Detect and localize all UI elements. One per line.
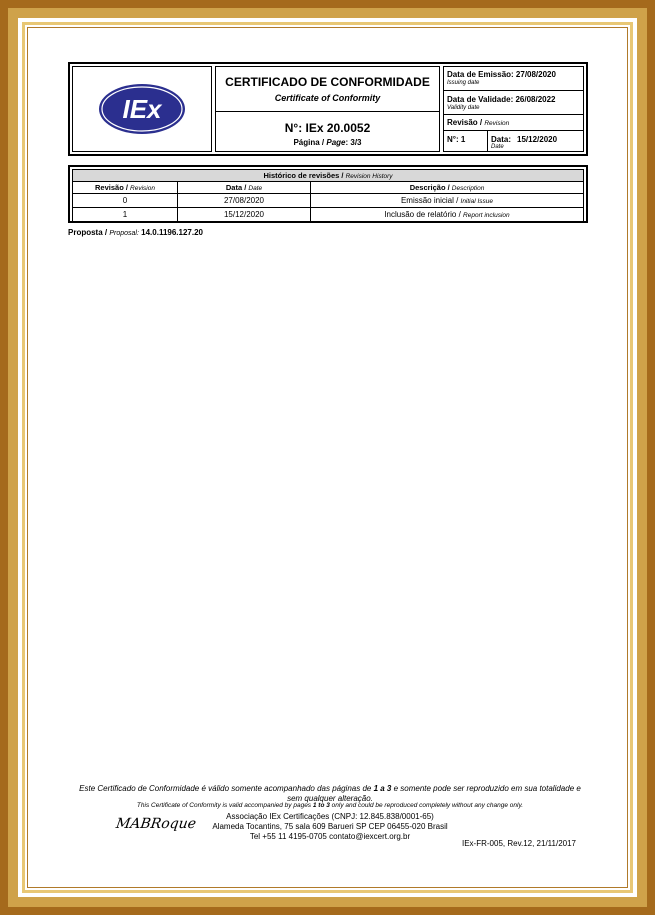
validity-note-en: This Certificate of Conformity is valid accompanied by pages 1 to 3 only and could be reproduced completely without any change only. [136,802,524,809]
revision-row [444,115,583,131]
validity-date-sub: Validity date [447,105,480,111]
history-caption: Histórico de revisões / Revision History [73,170,584,182]
issuer-contact: Tel +55 11 4195-0705 contato@iexcert.org.br [249,832,411,841]
title-divider [216,111,439,112]
revision-detail-row [444,131,583,151]
issue-date: Data de Emissão: 27/08/2020 [447,70,556,79]
certificate-title: CERTIFICADO DE CONFORMIDADE [225,75,430,89]
row-description: Inclusão de relatório / Report inclusion [311,208,584,222]
revision-number: N°: 1 [447,135,466,144]
proposal-line: Proposta / Proposal: 14.0.1196.127.20 [68,228,203,237]
revision-date: 15/12/2020 [517,135,558,144]
col-description: Descrição / Description [311,182,584,194]
revision-split [487,131,488,151]
row-date: 27/08/2020 [178,194,311,208]
dates-cell [443,66,584,152]
issuer-address [150,812,510,842]
logo-cell [72,66,212,152]
certificate-number: N°: IEx 20.0052 [284,121,371,135]
validity-note-pt: Este Certificado de Conformidade é válido somente acompanhado das páginas de 1 a 3 e somente pode ser reproduzido em sua totalidade e sem qualquer alteração. [79,784,581,803]
col-date: Data / Date [178,182,311,194]
revision-date-sub: Date [491,144,504,150]
validity-date: Data de Validade: 26/08/2022 [447,95,556,104]
form-code: IEx-FR-005, Rev.12, 21/11/2017 [462,839,576,848]
row-revision: 1 [73,208,178,222]
issuer-street: Alameda Tocantins, 75 sala 609 Barueri SP CEP 06455-020 Brasil [212,822,448,831]
row-date: 15/12/2020 [178,208,311,222]
proposal-number: 14.0.1196.127.20 [141,228,203,237]
logo-text: IEx [122,94,162,124]
table-row [73,194,584,208]
issuer-org: Associação IEx Certificações (CNPJ: 12.845.838/0001-65) [226,812,434,821]
col-revision: Revisão / Revision [73,182,178,194]
issue-date-row [444,67,583,91]
page-indicator: Página / Page: 3/3 [293,138,362,147]
validity-date-row [444,91,583,115]
row-description: Emissão inicial / Initial Issue [311,194,584,208]
certificate-subtitle: Certificate of Conformity [274,93,381,103]
revision-label: Revisão / Revision [447,118,510,127]
revision-history-table [68,165,588,223]
signature: MABRoque [114,816,198,832]
title-cell [215,66,440,152]
row-revision: 0 [73,194,178,208]
issue-date-sub: Issuing date [447,80,480,86]
table-row [73,208,584,222]
certificate-header [68,62,588,156]
revision-date-label: Data: [491,135,512,144]
iex-logo [98,83,186,135]
